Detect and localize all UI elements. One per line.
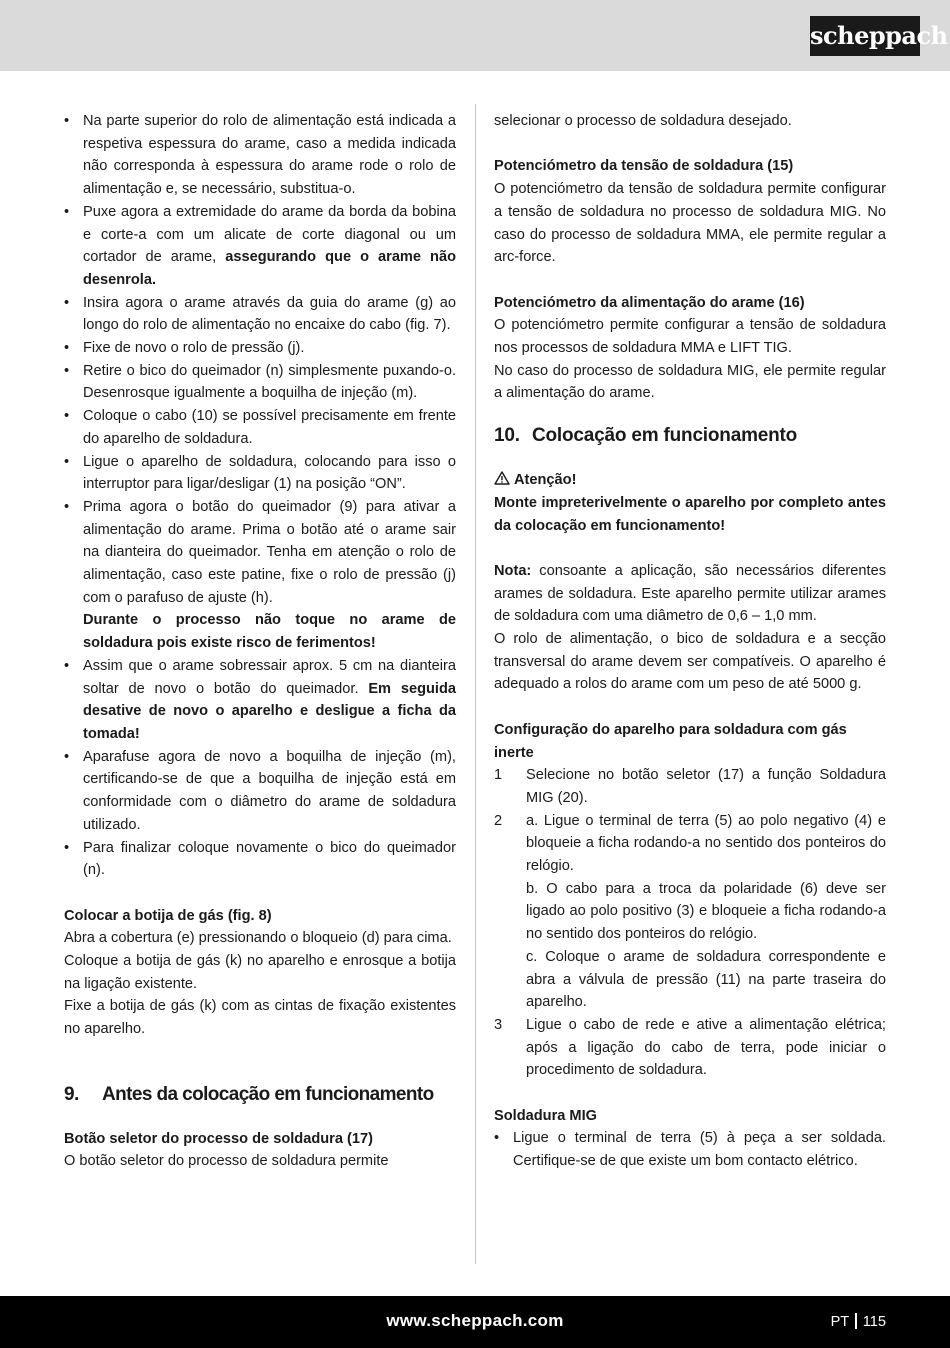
list-item: • Ligue o terminal de terra (5) à peça a ser soldada. Certifique-se de que existe um bom contacto elétrico. <box>494 1130 886 1170</box>
gas-bottle-paragraph: Fixe a botija de gás (k) com as cintas de fixação existentes no aparelho. <box>64 998 456 1038</box>
assembly-steps-list <box>64 110 456 882</box>
gas-config-steps <box>494 764 886 1082</box>
list-item: • Prima agora o botão do queimador (9) para ativar a alimentação do arame. Prima o botão até o arame sair na dianteira do queimador. Tenha em atenção o rolo de alimentação, caso este patine, fixe o rolo de pressão (j) com o parafuso de ajuste (h). Durante o processo não toque no arame de soldadura pois existe risco de ferimentos! <box>64 496 456 655</box>
gas-bottle-heading: Colocar a botija de gás (fig. 8) <box>64 907 272 924</box>
language-code: PT <box>830 1314 850 1330</box>
list-item: • Coloque o cabo (10) se possível precisamente em frente do aparelho de soldadura. <box>64 408 456 447</box>
scheppach-logo: scheppach <box>810 16 920 56</box>
note-paragraph-2: O rolo de alimentação, o bico de soldadura e a secção transversal do arame devem ser compatíveis. O aparelho é adequado a rolos do arame com um peso de até 5000 g. <box>494 631 886 693</box>
list-item: • Insira agora o arame através da guia do arame (g) ao longo do rolo de alimentação no encaixe do cabo (fig. 7). <box>64 294 456 334</box>
section-10-heading: 10. Colocação em funcionamento <box>494 425 798 447</box>
gas-bottle-paragraph: Coloque a botija de gás (k) no aparelho e enrosque a botija na ligação existente. <box>64 953 456 992</box>
list-item: • Para finalizar coloque novamente o bico do queimador (n). <box>64 839 456 879</box>
left-column <box>64 110 456 1173</box>
column-divider <box>475 104 476 1264</box>
list-item: 3 Ligue o cabo de rede e ative a alimentação elétrica; após a ligação do cabo de terra, pode iniciar o procedimento de soldadura. <box>494 1016 886 1079</box>
mig-heading: Soldadura MIG <box>494 1107 597 1124</box>
list-item: • Puxe agora a extremidade do arame da borda da bobina e corte-a com um alicate de corte diagonal ou um cortador de arame, assegurando que o arame não desenrola. <box>64 203 456 288</box>
voltage-pot-heading: Potenciómetro da tensão de soldadura (15) <box>494 158 794 175</box>
feed-pot-text: No caso do processo de soldadura MIG, ele permite regular a alimentação do arame. <box>494 362 886 402</box>
section-9-heading: 9. Antes da colocação em funcionamento <box>64 1083 434 1105</box>
list-item: 2 a. Ligue o terminal de terra (5) ao polo negativo (4) e bloqueie a ficha rodando-a no sentido dos ponteiros do relógio. b. O cabo para a troca da polaridade (6) deve ser ligado ao polo positivo (3) e bloqueie a ficha rodando-a no sentido dos ponteiros do relógio. c. Coloque o arame de soldadura correspondente e abra a válvula de pressão (11) na parte traseira do aparelho. <box>494 812 886 1011</box>
page-number: 115 <box>862 1314 886 1330</box>
list-item: • Fixe de novo o rolo de pressão (j). <box>64 340 305 357</box>
selector-heading: Botão seletor do processo de soldadura (17) <box>64 1130 373 1147</box>
website-link[interactable]: www.scheppach.com <box>386 1311 564 1330</box>
list-item: 1 Selecione no botão seletor (17) a função Soldadura MIG (20). <box>494 767 886 806</box>
selector-text: O botão seletor do processo de soldadura permite <box>64 1153 389 1170</box>
footer-band <box>0 1296 950 1348</box>
list-item: • Na parte superior do rolo de alimentação está indicada a respetiva espessura do arame, caso a medida indicada não corresponda à espessura do arame rode o rolo de alimentação e, se necessário, substitua-o. <box>64 113 456 198</box>
feed-pot-text: O potenciómetro permite configurar a tensão de soldadura nos processos de soldadura MMA e LIFT TIG. <box>494 317 886 356</box>
attention-text: Monte impreterivelmente o aparelho por completo antes da colocação em funcionamento! <box>494 494 886 534</box>
gas-bottle-paragraph: Abra a cobertura (e) pressionando o bloqueio (d) para cima. <box>64 930 452 947</box>
list-item: • Ligue o aparelho de soldadura, colocando para isso o interruptor para ligar/desligar (1) na posição “ON”. <box>64 453 456 493</box>
header-band <box>0 0 950 71</box>
attention-label: Atenção! <box>494 469 886 492</box>
list-item: • Aparafuse agora de novo a boquilha de injeção (m), certificando-se de que a boquilha de injeção está em conformidade com o diâmetro do arame de soldadura utilizado. <box>64 748 456 833</box>
voltage-pot-text: O potenciómetro da tensão de soldadura permite configurar a tensão de soldadura no processo de soldadura MIG. No caso do processo de soldadura MMA, ele permite regular a arc-force. <box>494 181 886 266</box>
page-indicator <box>831 1311 886 1334</box>
separator <box>855 1313 857 1329</box>
selector-text-continued: selecionar o processo de soldadura desejado. <box>494 113 792 129</box>
list-item: • Assim que o arame sobressair aprox. 5 cm na dianteira soltar de novo o botão do queimador. Em seguida desative de novo o aparelho e desligue a ficha da tomada! <box>64 657 456 742</box>
gas-config-heading: Configuração do aparelho para soldadura com gás inerte <box>494 721 847 761</box>
list-item: • Retire o bico do queimador (n) simplesmente puxando-o. Desenrosque igualmente a boquilha de injeção (m). <box>64 362 456 402</box>
bullet-text-1: Na parte superior do rolo de alimentação está indicada a respetiva espessura do arame, caso a medida indicada não corresponda à espessura do arame rode o rolo de alimentação e, se necessário, substitua-o. <box>83 113 456 198</box>
feed-pot-heading: Potenciómetro da alimentação do arame (16) <box>494 294 805 311</box>
mig-list <box>494 1127 886 1172</box>
right-column <box>494 110 886 1173</box>
injury-warning: Durante o processo não toque no arame de soldadura pois existe risco de ferimentos! <box>83 612 456 652</box>
note-paragraph: Nota: consoante a aplicação, são necessários diferentes arames de soldadura. Este aparelho permite utilizar arames de soldadura com uma diâmetro de 0,6 – 1,0 mm. <box>494 562 886 625</box>
warning-triangle-icon <box>494 471 510 485</box>
